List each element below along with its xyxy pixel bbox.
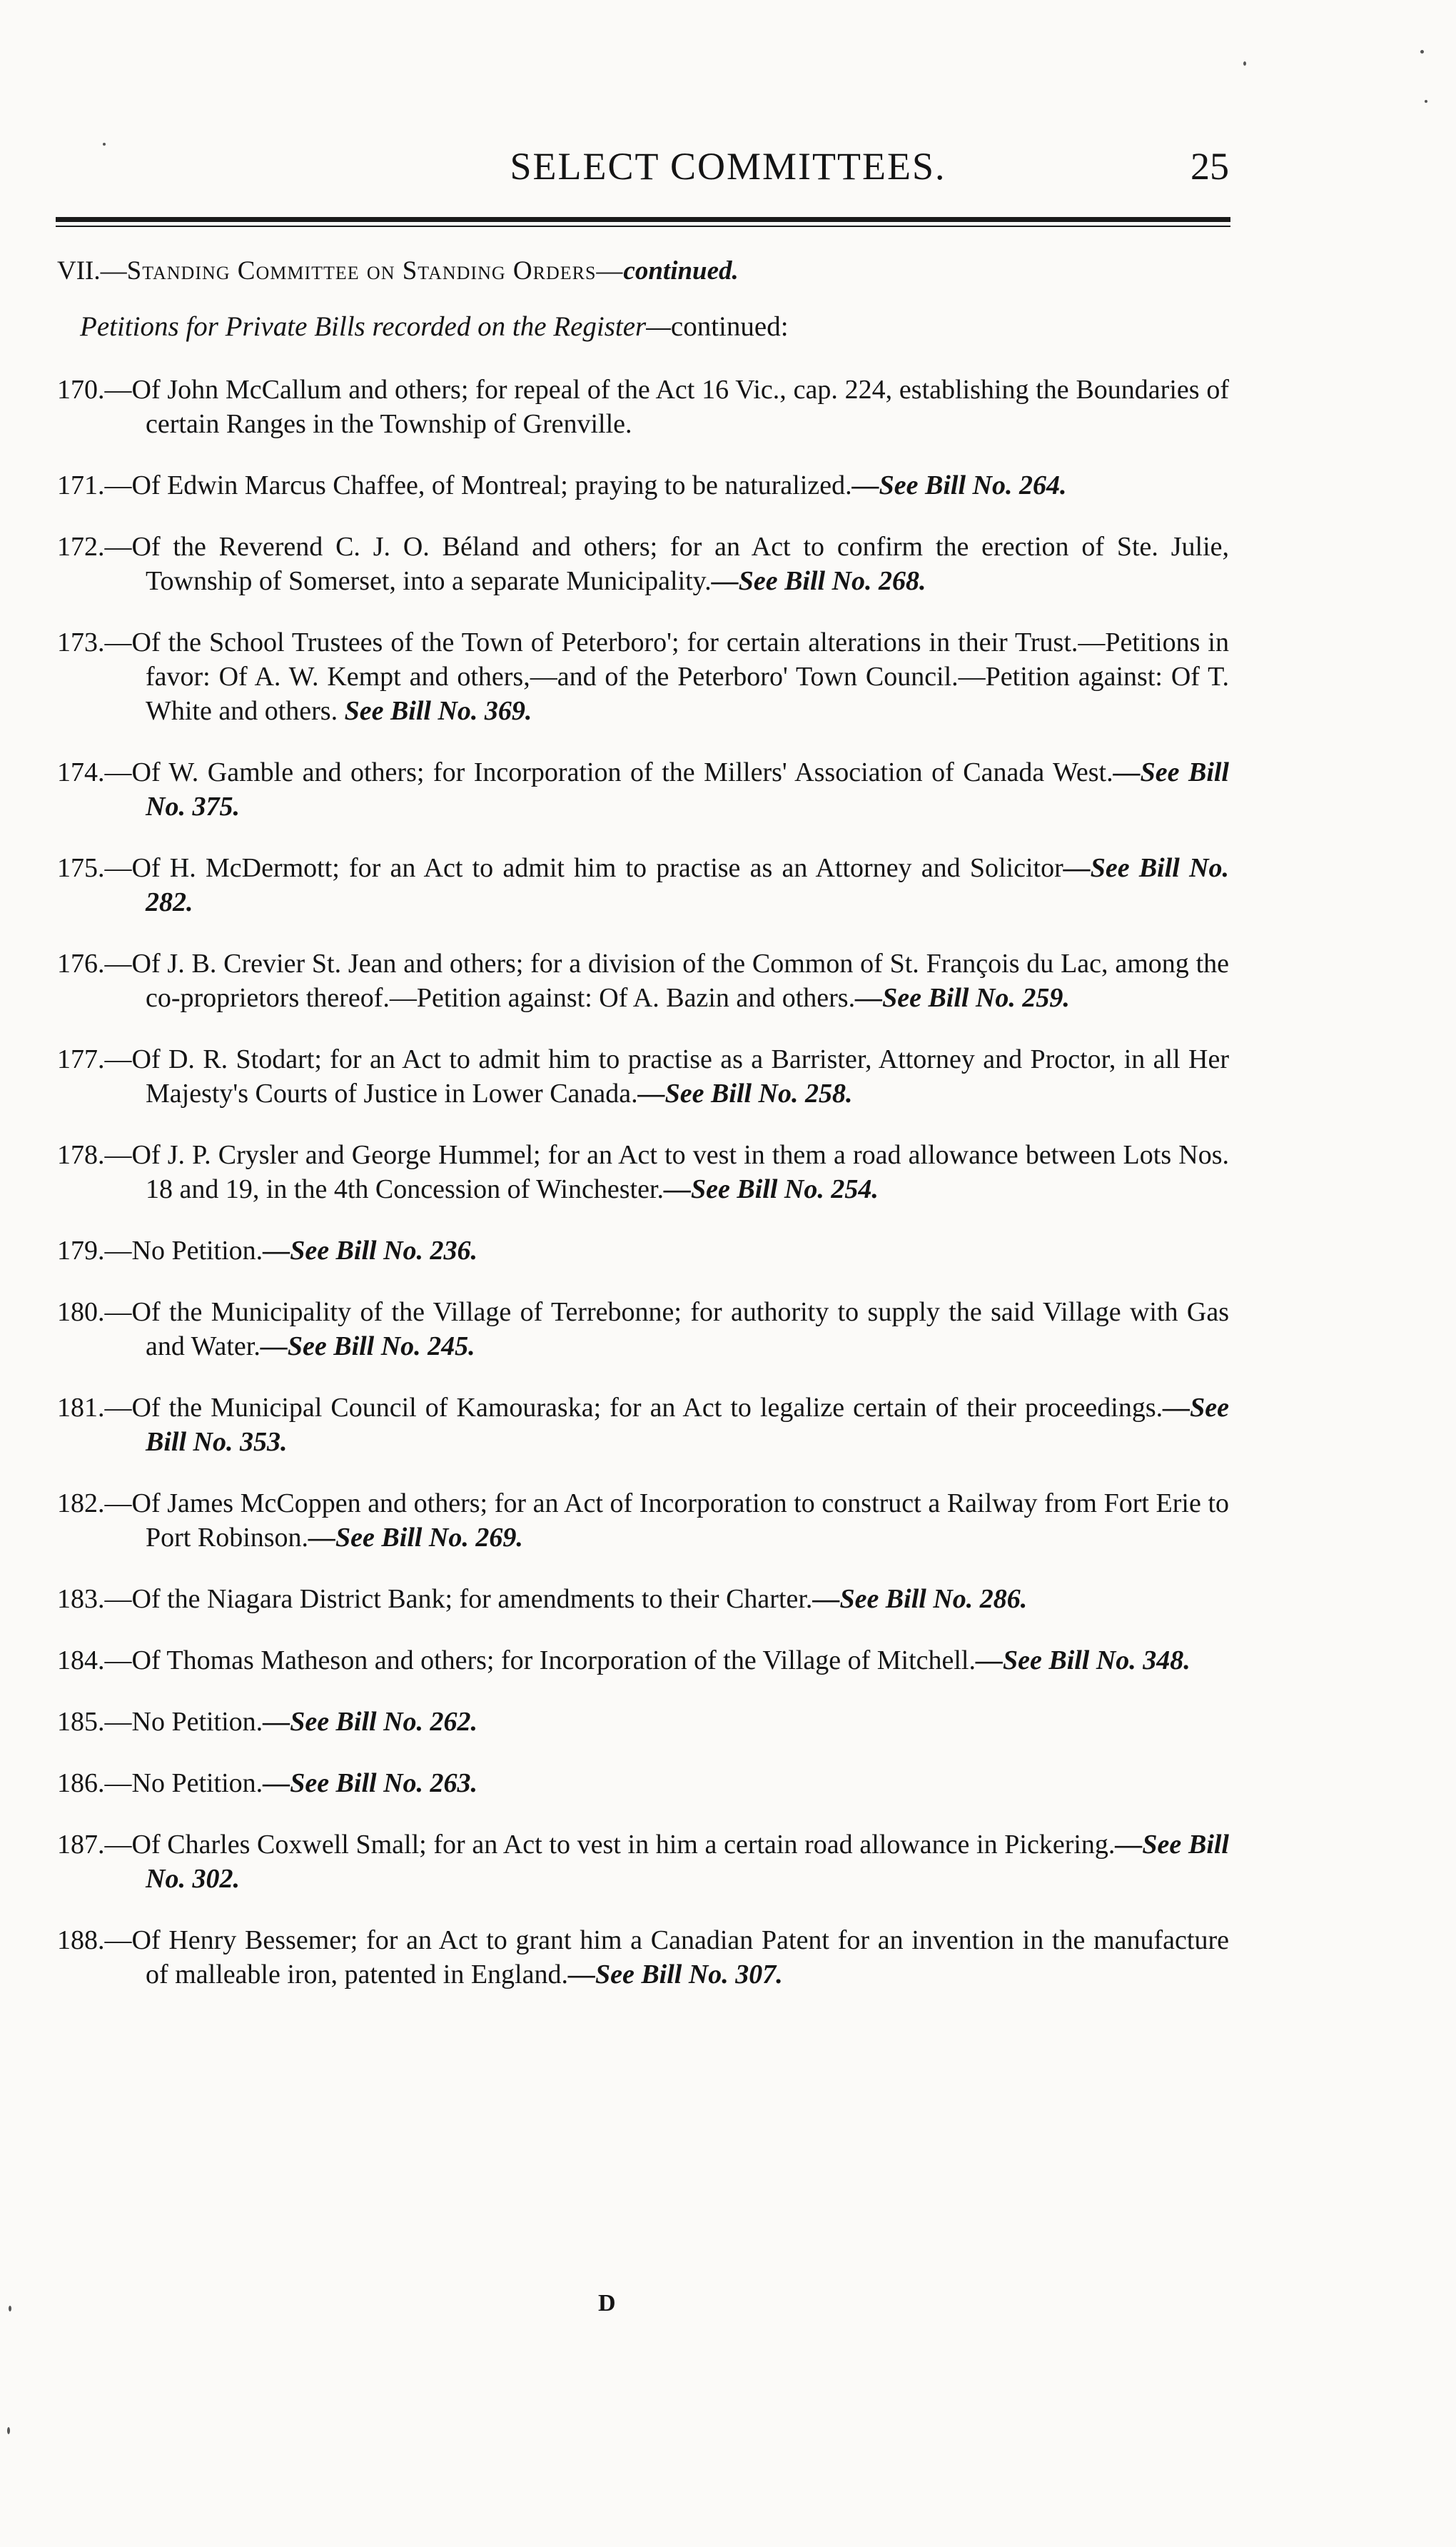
petition-entry: [57, 1138, 1229, 1206]
scan-speck: [7, 2427, 10, 2434]
entry-text: Of the School Trustees of the Town of Peterboro'; for certain alterations in their Trust.—Petitions in favor: Of A. W. Kempt and others,—and of the Peterboro' Town Council.—Petition against: Of T. White and others.: [131, 627, 1229, 726]
petition-list: [57, 373, 1229, 2019]
entry-bill-reference: —See Bill No. 262.: [263, 1707, 478, 1737]
entry-bill-reference: —See Bill No. 282.: [146, 853, 1230, 917]
entry-bill-reference: —See Bill No. 307.: [567, 1960, 783, 1989]
petition-entry: [57, 1234, 1229, 1268]
entry-text: Of James McCoppen and others; for an Act of Incorporation to construct a Railway from Fort Erie to Port Robinson.: [131, 1488, 1229, 1553]
entry-text: Of John McCallum and others; for repeal of the Act 16 Vic., cap. 224, establishing the Boundaries of certain Ranges in the Township of Grenville.: [131, 375, 1229, 439]
entry-number: 171.—: [57, 470, 132, 500]
petition-entry: [57, 1042, 1229, 1111]
entry-text: Of Charles Coxwell Small; for an Act to vest in him a certain road allowance in Pickering.: [131, 1830, 1116, 1860]
scan-speck: [1425, 100, 1427, 103]
petition-entry: [57, 1295, 1229, 1363]
petition-entry: [57, 1705, 1229, 1739]
entry-text: Of J. B. Crevier St. Jean and others; for a division of the Common of St. François du Lac, among the co-proprietors thereof.—Petition against: Of A. Bazin and others.: [131, 949, 1229, 1013]
entry-bill-reference: —See Bill No. 245.: [260, 1331, 475, 1361]
entry-text: Of Henry Bessemer; for an Act to grant him a Canadian Patent for an invention in the manufacture of malleable iron, patented in England.: [131, 1925, 1229, 1989]
entry-text: Of the Reverend C. J. O. Béland and others; for an Act to confirm the erection of Ste. Julie, Township of Somerset, into a separate Municipality.: [131, 532, 1229, 596]
entry-number: 188.—: [57, 1925, 132, 1955]
entry-number: 176.—: [57, 949, 132, 979]
entry-number: 173.—: [57, 627, 132, 657]
entry-bill-reference: —See Bill No. 269.: [308, 1523, 523, 1553]
entry-number: 182.—: [57, 1488, 132, 1518]
petition-entry: [57, 1827, 1229, 1896]
header-rule-thick: [56, 217, 1230, 222]
entry-number: 184.—: [57, 1645, 132, 1675]
petition-entry: [57, 373, 1229, 441]
section-heading: [57, 256, 739, 286]
entry-text: Of Edwin Marcus Chaffee, of Montreal; praying to be naturalized.: [131, 470, 852, 500]
entry-bill-reference: —See Bill No. 268.: [711, 566, 926, 596]
entry-number: 175.—: [57, 853, 132, 883]
scan-speck: [9, 2306, 11, 2311]
entry-text: Of H. McDermott; for an Act to admit him to practise as an Attorney and Solicitor: [131, 853, 1063, 883]
header-rule-thin: [56, 226, 1230, 227]
entry-text: No Petition.: [131, 1236, 263, 1266]
petition-entry: [57, 468, 1229, 503]
signature-mark: D: [598, 2290, 616, 2316]
page-header: [0, 140, 1456, 197]
entry-bill-reference: —See Bill No. 353.: [146, 1393, 1229, 1457]
entry-text: Of W. Gamble and others; for Incorporation of the Millers' Association of Canada West.: [131, 757, 1113, 787]
entry-bill-reference: —See Bill No. 236.: [263, 1236, 478, 1266]
petition-entry: [57, 947, 1229, 1015]
entry-bill-reference: —See Bill No. 259.: [855, 983, 1070, 1013]
entry-number: 174.—: [57, 757, 132, 787]
entry-text: No Petition.: [131, 1707, 263, 1737]
entry-number: 178.—: [57, 1140, 132, 1170]
subheading: [80, 311, 789, 343]
entry-bill-reference: —See Bill No. 302.: [146, 1830, 1229, 1894]
petition-entry: [57, 1923, 1229, 1992]
entry-number: 172.—: [57, 532, 132, 562]
petition-entry: [57, 1391, 1229, 1459]
scan-speck: [1243, 61, 1246, 66]
petition-entry: [57, 1766, 1229, 1800]
entry-bill-reference: —See Bill No. 258.: [637, 1079, 853, 1109]
petition-entry: [57, 1643, 1229, 1678]
entry-bill-reference: —See Bill No. 263.: [263, 1768, 478, 1798]
petition-entry: [57, 625, 1229, 728]
petition-entry: [57, 1582, 1229, 1616]
entry-number: 183.—: [57, 1584, 132, 1614]
entry-number: 180.—: [57, 1297, 132, 1327]
entry-number: 186.—: [57, 1768, 132, 1798]
section-continued: continued.: [623, 256, 739, 286]
entry-number: 179.—: [57, 1236, 132, 1266]
section-prefix: VII.—: [57, 256, 127, 286]
entry-bill-reference: See Bill No. 369.: [338, 696, 532, 726]
section-title: Standing Committee on Standing Orders—: [126, 256, 624, 286]
entry-text: No Petition.: [131, 1768, 263, 1798]
entry-bill-reference: —See Bill No. 264.: [851, 470, 1067, 500]
entry-bill-reference: —See Bill No. 286.: [812, 1584, 1028, 1614]
scan-speck: [103, 143, 106, 146]
petition-entry: [57, 1486, 1229, 1555]
entry-bill-reference: —See Bill No. 254.: [664, 1174, 879, 1204]
petition-entry: [57, 755, 1229, 824]
petition-entry: [57, 851, 1229, 919]
page-title: SELECT COMMITTEES.: [510, 145, 946, 188]
entry-number: 177.—: [57, 1044, 132, 1074]
entry-text: Of D. R. Stodart; for an Act to admit him to practise as a Barrister, Attorney and Proctor, in all Her Majesty's Courts of Justice in Lower Canada.: [131, 1044, 1229, 1109]
entry-bill-reference: —See Bill No. 348.: [975, 1645, 1190, 1675]
subheading-text: Petitions for Private Bills recorded on the Register—: [80, 311, 671, 342]
entry-text: Of Thomas Matheson and others; for Incorporation of the Village of Mitchell.: [131, 1645, 976, 1675]
subheading-continued: continued:: [670, 311, 789, 342]
entry-text: Of the Niagara District Bank; for amendments to their Charter.: [131, 1584, 813, 1614]
entry-number: 187.—: [57, 1830, 132, 1860]
entry-text: Of J. P. Crysler and George Hummel; for an Act to vest in them a road allowance between Lots Nos. 18 and 19, in the 4th Concession of Winchester.: [131, 1140, 1229, 1204]
page-number: 25: [1190, 145, 1229, 188]
entry-bill-reference: —See Bill No. 375.: [146, 757, 1229, 822]
entry-number: 185.—: [57, 1707, 132, 1737]
entry-number: 181.—: [57, 1393, 132, 1423]
petition-entry: [57, 530, 1229, 598]
entry-text: Of the Municipality of the Village of Terrebonne; for authority to supply the said Village with Gas and Water.: [131, 1297, 1229, 1361]
scan-speck: [1420, 50, 1424, 54]
entry-text: Of the Municipal Council of Kamouraska; for an Act to legalize certain of their proceedings.: [131, 1393, 1163, 1423]
entry-number: 170.—: [57, 375, 132, 405]
